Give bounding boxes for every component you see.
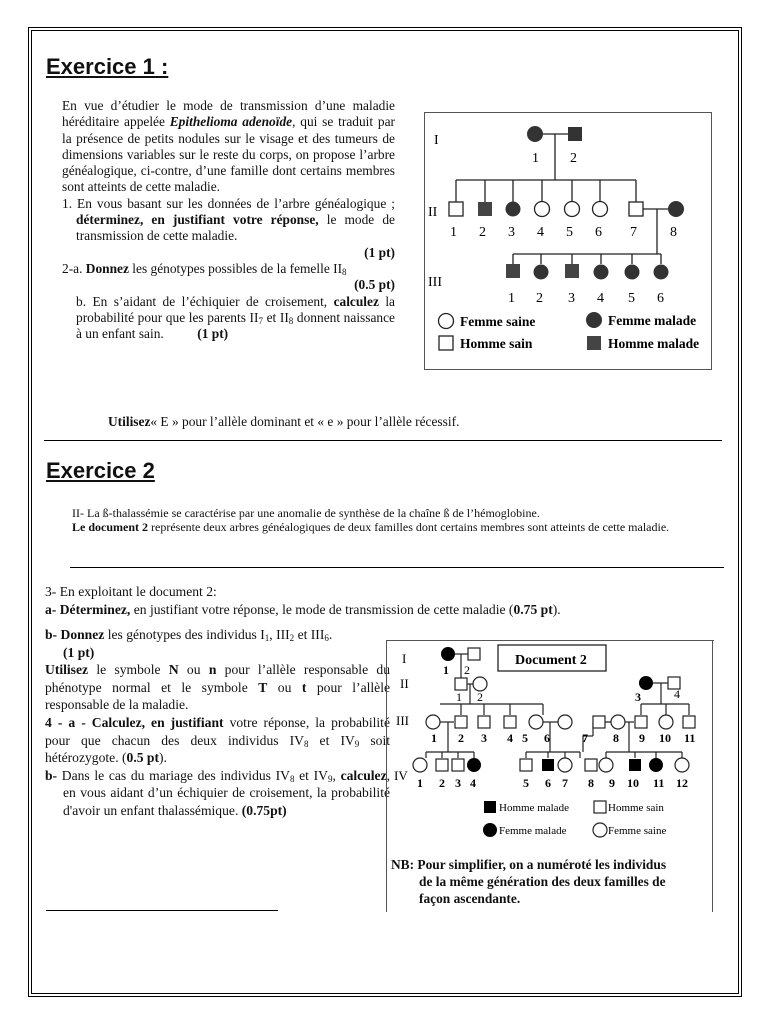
doc2-III6-num: 6 (544, 731, 550, 745)
doc2-III8-healthy-female (611, 715, 625, 729)
doc2-gen-III-numbers (431, 731, 695, 745)
doc2-III1-healthy-female (426, 715, 440, 729)
doc2-I2-healthy-male (468, 648, 480, 660)
doc2-title: Document 2 (515, 653, 587, 668)
intro-line-1: II- La ß-thalassémie se caractérise par une anomalie de synthèse de la chaîne ß de l’hémoglobine. (72, 506, 540, 520)
q2a-text: les génotypes possibles de la femelle II (128, 260, 343, 276)
exercise-2-q3 (45, 583, 725, 618)
II7-healthy-male (629, 202, 643, 216)
q3b-points: (1 pt) (63, 644, 95, 660)
q3b-sub2: 2 (289, 633, 295, 643)
q2a-points: (0.5 pt) (354, 277, 395, 293)
doc2-IV2-healthy-male (436, 759, 448, 771)
doc2-II3-num: 3 (635, 690, 641, 704)
q3a-bold: Déterminez, (59, 601, 131, 617)
intro-doc-ref: Le document 2 (72, 520, 148, 534)
doc2-IV3-healthy-male (452, 759, 464, 771)
q3b-text3: et III (294, 627, 325, 642)
doc2-II1-num: 1 (456, 690, 462, 704)
doc2-legend-healthy-female-symbol (593, 823, 607, 837)
q3b-text2: , III (269, 627, 290, 642)
doc2-IV4-affected-female (467, 758, 481, 772)
q4b-text: Dans le cas du mariage des individus IV (61, 767, 290, 783)
doc2-II4-num: 4 (674, 687, 680, 701)
q4a-sub1: 8 (303, 738, 309, 749)
intro-line-2: représente deux arbres généalogiques de deux familles dont certains membres sont atteints de cette maladie. (148, 520, 670, 534)
note-line-2: de la même génération des deux familles de (419, 874, 666, 889)
doc2-III3-num: 3 (481, 731, 487, 745)
I1-num: 1 (532, 151, 539, 166)
III5-affected-female (625, 265, 640, 280)
doc2-III2-num: 2 (458, 731, 464, 745)
doc2-IV6-num: 6 (545, 776, 551, 790)
doc2-IV4-num: 4 (470, 776, 476, 790)
q4b-bold: calculez (340, 767, 387, 783)
pedigree-1-frame (425, 113, 712, 370)
q4b-sub2: 9 (327, 773, 333, 784)
question-1 (62, 196, 395, 245)
q3a-text: en justifiant votre réponse, le mode de transmission de cette maladie ( (130, 601, 514, 617)
pedigree-1-figure (424, 112, 712, 370)
III2-affected-female (534, 265, 549, 280)
exercise-1-title: Exercice 1 : (46, 54, 169, 79)
q3a-end: ). (552, 601, 561, 617)
doc2-IV2-num: 2 (439, 776, 445, 790)
I2-affected-male (568, 127, 582, 141)
allele-instruction (108, 414, 528, 430)
I1-affected-female (527, 126, 543, 142)
gen-II-label: II (428, 205, 438, 220)
doc2-IV6-affected-male (542, 759, 554, 771)
util-ou1: ou (178, 662, 209, 678)
q4a-text2: et IV (308, 732, 355, 748)
doc2-IV10-num: 10 (627, 776, 639, 790)
q4a-text: votre réponse, la probabilité pour que chacun des deux individus IV (45, 714, 390, 748)
III6-num: 6 (657, 291, 664, 306)
q4b-points: (0.75pt) (241, 802, 287, 818)
exercise-1-intro (62, 98, 395, 196)
doc2-II2-num: 2 (477, 690, 483, 704)
doc2-gen-III: III (396, 713, 409, 728)
doc2-III7-healthy-male (593, 716, 605, 728)
doc2-IV12-healthy-female (675, 758, 689, 772)
util-text: le symbole (88, 662, 169, 678)
q2b-text2: la probabilité pour que les parents II (76, 293, 395, 325)
legend-healthy-female-symbol (439, 314, 454, 329)
gen-III-label: III (428, 275, 442, 290)
q2a-num: 2-a. (62, 260, 86, 276)
III1-affected-male (506, 264, 520, 278)
doc2-IV1-num: 1 (417, 776, 423, 790)
doc2-III8-num: 8 (613, 731, 619, 745)
note-line-1: NB: Pour simplifier, on a numéroté les individus (391, 857, 667, 872)
doc2-legend-healthy-female: Femme saine (608, 825, 667, 837)
doc2-III3-healthy-male (478, 716, 490, 728)
q4a-end: ). (159, 750, 167, 766)
q3b-sub1: 1 (264, 633, 270, 643)
III4-num: 4 (597, 291, 604, 306)
q1-text-end: le mode de transmission de cette maladie. (76, 212, 395, 244)
II6-healthy-female (593, 202, 608, 217)
q2b-text3: et II (262, 309, 289, 325)
q2b-sub2: 8 (288, 315, 294, 326)
q4a-sub2: 9 (354, 738, 360, 749)
doc2-III4-num: 4 (507, 731, 513, 745)
q1-bold: déterminez, en justifiant votre réponse, (76, 212, 319, 228)
q3b-sub3: 6 (324, 633, 329, 643)
doc2-III9-healthy-male (635, 716, 647, 728)
doc2-gen-I: I (402, 651, 407, 666)
doc2-IV5-healthy-male (520, 759, 532, 771)
util-text2: pour l’allèle responsable du phénotype normal et le symbole (45, 662, 390, 695)
use-bold: Utilisez (108, 414, 151, 429)
doc2-I1-num: 1 (443, 663, 449, 677)
gen-I-label: I (434, 133, 439, 148)
doc2-III11-num: 11 (684, 731, 696, 745)
doc2-legend-healthy-male-symbol (594, 801, 606, 813)
doc2-III5-healthy-female (529, 715, 543, 729)
q1-points: (1 pt) (364, 244, 395, 260)
legend-affected-male: Homme malade (608, 336, 700, 351)
footnote-separator (46, 910, 278, 911)
doc2-IV5-num: 5 (523, 776, 529, 790)
q3a-num: a- (45, 601, 60, 617)
doc2-III9-num: 9 (639, 731, 645, 745)
doc2-IV9-num: 9 (609, 776, 615, 790)
doc2-III10-num: 10 (659, 731, 671, 745)
q2b-points: (1 pt) (197, 326, 229, 342)
II8-affected-female (668, 201, 684, 217)
III4-affected-female (594, 265, 609, 280)
util-n: n (208, 662, 217, 678)
exercise-2-intro (72, 506, 712, 534)
doc2-IV11-num: 11 (653, 776, 665, 790)
q4a-bold: 4 - a - Calculez, en justifiant (45, 714, 224, 730)
III1-num: 1 (508, 291, 515, 306)
II8-num: 8 (670, 225, 677, 240)
II3-num: 3 (508, 225, 515, 240)
II5-healthy-female (565, 202, 580, 217)
doc2-legend-healthy-male: Homme sain (608, 802, 664, 814)
III3-affected-male (565, 264, 579, 278)
intro-text: En vue d’étudier le mode de transmission d’une maladie héréditaire appelée (62, 98, 395, 130)
q3b-bold: Donnez (60, 627, 105, 642)
doc2-IV7-healthy-female (558, 758, 572, 772)
q3a-points: 0.75 pt (513, 601, 553, 617)
II1-healthy-male (449, 202, 463, 216)
legend-affected-male-symbol (587, 336, 601, 350)
legend-affected-female-symbol (586, 312, 602, 328)
doc2-II3-affected-female (639, 676, 653, 690)
q2b-sub1: 7 (258, 315, 263, 326)
legend-healthy-male: Homme sain (460, 336, 533, 351)
II6-num: 6 (595, 225, 602, 240)
II3-affected-female (506, 202, 521, 217)
II2-affected-male (478, 202, 492, 216)
III5-num: 5 (628, 291, 635, 306)
util-t: t (301, 679, 307, 695)
q4a-points: 0.5 pt (126, 750, 160, 766)
doc2-III5-num: 5 (522, 731, 528, 745)
I2-num: 2 (570, 151, 577, 166)
doc2-I2-num: 2 (464, 663, 470, 677)
III6-affected-female (654, 265, 669, 280)
doc2-legend-affected-male-symbol (484, 801, 496, 813)
legend-healthy-male-symbol (439, 336, 453, 350)
use-text: « E » pour l’allèle dominant et « e » pour l’allèle récessif. (150, 414, 460, 429)
II2-num: 2 (479, 225, 486, 240)
q4b-sub1: 8 (289, 773, 295, 784)
doc2-note (391, 856, 721, 907)
q4a-text3: soit hétérozygote. ( (45, 732, 391, 766)
doc2-IV10-affected-male (629, 759, 641, 771)
doc2-gen-IV-numbers (417, 776, 688, 790)
doc2-IV1-healthy-female (413, 758, 427, 772)
q2a-bold: Donnez (85, 260, 129, 276)
note-line-3: façon ascendante. (419, 891, 521, 906)
question-2a (62, 261, 395, 277)
q4b-num: b- (45, 767, 62, 783)
doc2-IV7-num: 7 (562, 776, 568, 790)
util-T: T (258, 679, 268, 695)
doc2-generation-labels (394, 651, 409, 783)
util-bold: Utilisez (45, 662, 89, 678)
II4-healthy-female (535, 202, 550, 217)
util-text3: pour l’allèle responsable de la maladie. (45, 679, 391, 713)
doc2-legend-affected-female-symbol (483, 823, 497, 837)
doc2-II1-healthy-male (455, 678, 467, 690)
II5-num: 5 (566, 225, 573, 240)
doc2-gen-II: II (400, 676, 409, 691)
q4b-text2: et IV (294, 767, 328, 783)
q3b-text: les génotypes des individus I (104, 627, 265, 642)
II7-num: 7 (630, 225, 637, 240)
III3-num: 3 (568, 291, 575, 306)
doc2-III7-num: 7 (582, 731, 588, 745)
exercise-2-questions (45, 626, 390, 820)
q3-text: 3- En exploitant le document 2: (45, 584, 217, 599)
doc2-IV11-affected-female (649, 758, 663, 772)
II4-num: 4 (537, 225, 544, 240)
doc2-legend-affected-male: Homme malade (499, 802, 569, 814)
q2b-text: b. En s’aidant de l’échiquier de croisement, (76, 293, 334, 309)
q2a-sub: 8 (342, 266, 347, 277)
doc2-III4-healthy-male (504, 716, 516, 728)
III2-num: 2 (536, 291, 543, 306)
doc2-gen-IV: IV (394, 768, 408, 783)
doc2-IV8-healthy-male (585, 759, 597, 771)
q4b-text4: , en vous aidant d’un échiquier de croisement, la probabilité d'avoir un enfant thalassémique. (63, 767, 391, 818)
intro-separator (70, 567, 724, 568)
exercise-2-title: Exercice 2 (46, 458, 155, 483)
q3b-num: b- (45, 627, 61, 642)
doc2-II2-healthy-female (473, 677, 487, 691)
disease-name: Epithelioma adenoïde (169, 114, 293, 130)
q1-text: 1. En vous basant sur les données de l’arbre généalogique ; (62, 195, 395, 211)
question-2b (62, 294, 395, 343)
section-separator (44, 440, 722, 441)
doc2-III2-healthy-male (455, 716, 467, 728)
legend-healthy-female: Femme saine (460, 314, 536, 329)
util-N: N (168, 662, 179, 678)
doc2-IV8-num: 8 (588, 776, 594, 790)
q4b-text3: , (332, 767, 341, 783)
exercise-1-text (62, 98, 395, 342)
q3b-end: . (328, 627, 333, 642)
doc2-III6-healthy-female (558, 715, 572, 729)
q2b-text4: donnent naissance à un enfant sain. (76, 309, 395, 342)
doc2-IV12-num: 12 (676, 776, 688, 790)
legend-affected-female: Femme malade (608, 313, 697, 328)
II1-num: 1 (450, 225, 457, 240)
q2b-bold: calculez (333, 293, 379, 309)
doc2-IV9-healthy-female (599, 758, 613, 772)
doc2-I1-affected-female (441, 647, 455, 661)
intro-text-end: , qui se traduit par la présence de petits nodules sur le visage et des tumeurs de dimensions variables sur le reste du corps, on propose l’arbre généalogique, ci-contre, d’une famille dont certains membres sont atteints de cette maladie. (62, 114, 396, 195)
doc2-III10-healthy-female (659, 715, 673, 729)
doc2-legend-affected-female: Femme malade (499, 825, 567, 837)
util-ou2: ou (267, 679, 302, 695)
doc2-IV3-num: 3 (455, 776, 461, 790)
doc2-III11-healthy-male (683, 716, 695, 728)
doc2-III1-num: 1 (431, 731, 437, 745)
